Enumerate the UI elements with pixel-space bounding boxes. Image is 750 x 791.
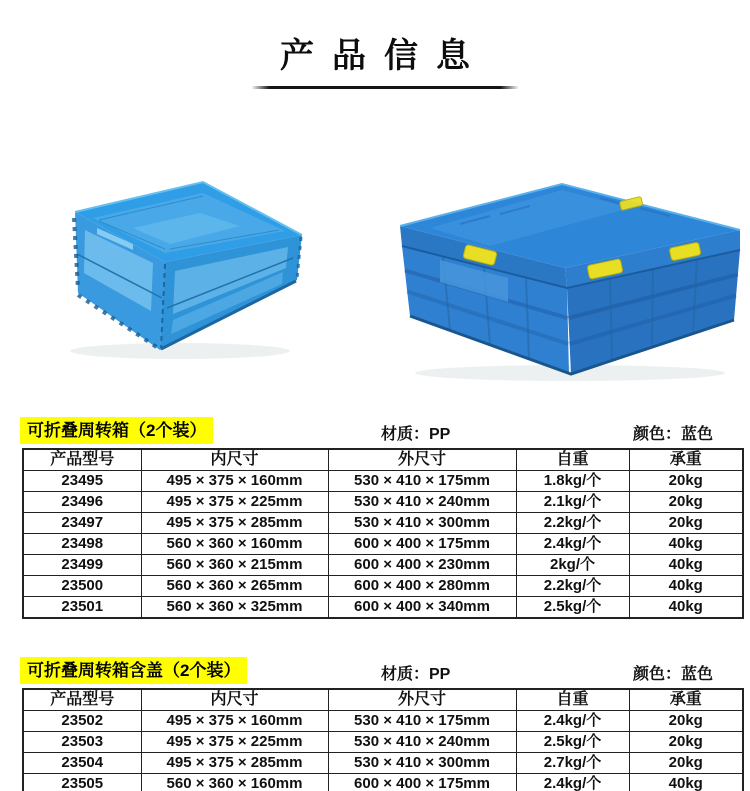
cell-inner-size: 495 × 375 × 160mm	[141, 471, 328, 492]
cell-self-weight: 1.8kg/个	[516, 471, 629, 492]
cell-outer-size: 530 × 410 × 175mm	[328, 711, 516, 732]
cell-inner-size: 560 × 360 × 265mm	[141, 576, 328, 597]
cell-model: 23497	[23, 513, 141, 534]
cell-load-capacity: 40kg	[629, 534, 743, 555]
cell-inner-size: 495 × 375 × 225mm	[141, 732, 328, 753]
table-row	[23, 732, 743, 753]
section-1-color-label: 颜色：蓝色	[633, 426, 714, 443]
cell-model: 23495	[23, 471, 141, 492]
column-header-outer-size: 外尺寸	[328, 689, 516, 711]
cell-self-weight: 2.2kg/个	[516, 513, 629, 534]
page-title: 产品信息	[280, 37, 488, 75]
cell-outer-size: 600 × 400 × 175mm	[328, 534, 516, 555]
table-header-row	[23, 449, 743, 471]
cell-inner-size: 495 × 375 × 285mm	[141, 753, 328, 774]
cell-model: 23504	[23, 753, 141, 774]
cell-outer-size: 530 × 410 × 175mm	[328, 471, 516, 492]
title-underline	[251, 86, 519, 89]
cell-model: 23502	[23, 711, 141, 732]
cell-model: 23503	[23, 732, 141, 753]
cell-self-weight: 2.4kg/个	[516, 774, 629, 791]
cell-self-weight: 2.5kg/个	[516, 732, 629, 753]
cell-self-weight: 2.5kg/个	[516, 597, 629, 619]
cell-self-weight: 2.2kg/个	[516, 576, 629, 597]
table-row	[23, 534, 743, 555]
open-crate-illustration	[55, 168, 307, 360]
column-header-model: 产品型号	[23, 449, 141, 471]
table-row	[23, 555, 743, 576]
column-header-outer-size: 外尺寸	[328, 449, 516, 471]
column-header-load-capacity: 承重	[629, 689, 743, 711]
column-header-inner-size: 内尺寸	[141, 689, 328, 711]
cell-outer-size: 530 × 410 × 300mm	[328, 513, 516, 534]
product-photo-lidded-crate	[390, 168, 746, 382]
section-2-heading-row	[0, 657, 750, 687]
table-row	[23, 711, 743, 732]
column-header-inner-size: 内尺寸	[141, 449, 328, 471]
cell-inner-size: 560 × 360 × 215mm	[141, 555, 328, 576]
cell-inner-size: 495 × 375 × 225mm	[141, 492, 328, 513]
table-row	[23, 774, 743, 791]
column-header-load-capacity: 承重	[629, 449, 743, 471]
section-1-title-badge: 可折叠周转箱（2个装）	[20, 417, 213, 444]
cell-model: 23500	[23, 576, 141, 597]
cell-load-capacity: 20kg	[629, 513, 743, 534]
table-row	[23, 597, 743, 619]
section-2-title-badge: 可折叠周转箱含盖（2个装）	[20, 657, 247, 684]
section-1-material-label: 材质：PP	[381, 426, 451, 443]
table-row	[23, 492, 743, 513]
spec-table-without-lid	[22, 448, 744, 619]
section-2-color-label: 颜色：蓝色	[633, 666, 714, 683]
cell-inner-size: 560 × 360 × 325mm	[141, 597, 328, 619]
cell-model: 23501	[23, 597, 141, 619]
section-2-material-label: 材质：PP	[381, 666, 451, 683]
cell-load-capacity: 20kg	[629, 753, 743, 774]
cell-outer-size: 530 × 410 × 240mm	[328, 492, 516, 513]
cell-outer-size: 530 × 410 × 300mm	[328, 753, 516, 774]
cell-model: 23505	[23, 774, 141, 791]
column-header-self-weight: 自重	[516, 689, 629, 711]
cell-outer-size: 600 × 400 × 230mm	[328, 555, 516, 576]
cell-inner-size: 495 × 375 × 285mm	[141, 513, 328, 534]
cell-inner-size: 560 × 360 × 160mm	[141, 534, 328, 555]
cell-model: 23496	[23, 492, 141, 513]
cell-load-capacity: 40kg	[629, 576, 743, 597]
cell-outer-size: 530 × 410 × 240mm	[328, 732, 516, 753]
cell-self-weight: 2kg/个	[516, 555, 629, 576]
lidded-crate-illustration	[390, 168, 746, 382]
cell-load-capacity: 20kg	[629, 711, 743, 732]
cell-self-weight: 2.4kg/个	[516, 534, 629, 555]
cell-self-weight: 2.1kg/个	[516, 492, 629, 513]
table-row	[23, 753, 743, 774]
cell-inner-size: 495 × 375 × 160mm	[141, 711, 328, 732]
cell-outer-size: 600 × 400 × 175mm	[328, 774, 516, 791]
cell-outer-size: 600 × 400 × 280mm	[328, 576, 516, 597]
cell-load-capacity: 20kg	[629, 732, 743, 753]
column-header-model: 产品型号	[23, 689, 141, 711]
product-photo-open-crate	[55, 168, 307, 360]
cell-load-capacity: 20kg	[629, 492, 743, 513]
table-row	[23, 513, 743, 534]
cell-load-capacity: 40kg	[629, 555, 743, 576]
section-1-heading-row	[0, 417, 750, 447]
cell-load-capacity: 40kg	[629, 597, 743, 619]
cell-load-capacity: 40kg	[629, 774, 743, 791]
cell-inner-size: 560 × 360 × 160mm	[141, 774, 328, 791]
cell-self-weight: 2.4kg/个	[516, 711, 629, 732]
cell-load-capacity: 20kg	[629, 471, 743, 492]
table-row	[23, 471, 743, 492]
spec-table-with-lid	[22, 688, 744, 791]
column-header-self-weight: 自重	[516, 449, 629, 471]
cell-model: 23498	[23, 534, 141, 555]
table-header-row	[23, 689, 743, 711]
cell-model: 23499	[23, 555, 141, 576]
cell-outer-size: 600 × 400 × 340mm	[328, 597, 516, 619]
table-row	[23, 576, 743, 597]
cell-self-weight: 2.7kg/个	[516, 753, 629, 774]
